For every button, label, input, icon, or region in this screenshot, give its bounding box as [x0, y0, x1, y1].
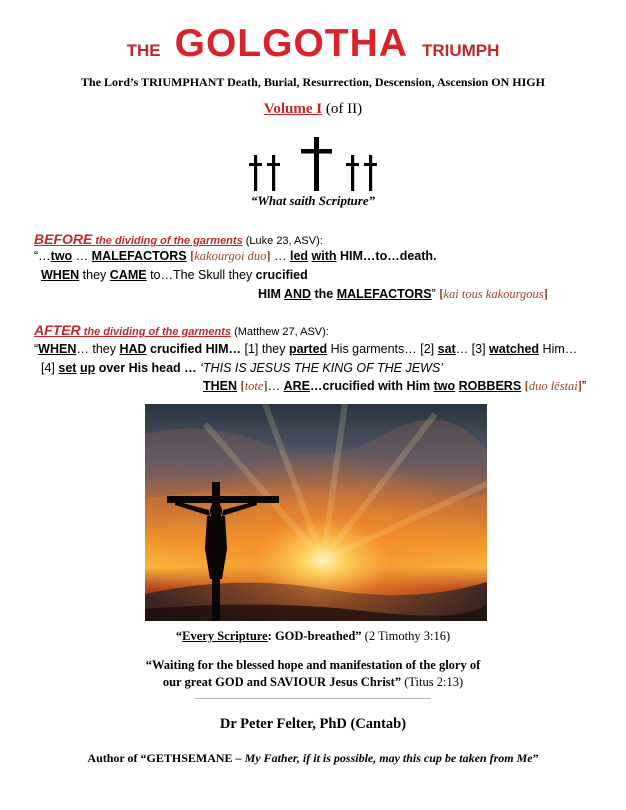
- text-segment: duo lēstai: [528, 379, 578, 393]
- quote1-rest: : GOD-breathed”: [267, 629, 362, 643]
- text-segment: …: [72, 249, 92, 263]
- after-line-2: [41, 361, 443, 375]
- text-segment: [: [190, 249, 195, 263]
- subtitle: The Lord’s TRIUMPHANT Death, Burial, Resurrection, Descension, Ascension ON HIGH: [81, 75, 545, 89]
- text-segment: “…: [34, 249, 51, 263]
- after-lead: AFTER: [34, 322, 81, 338]
- text-segment: His garments… [2]: [327, 342, 438, 356]
- after-line-3: [203, 379, 586, 394]
- text-segment: tote: [244, 379, 264, 393]
- text-segment: two: [433, 379, 456, 393]
- divider: [195, 698, 431, 699]
- after-ref: (Matthew 27, ASV):: [231, 326, 329, 338]
- text-segment: [: [524, 379, 529, 393]
- text-segment: …crucified with Him: [310, 379, 434, 393]
- text-segment: WHEN: [38, 342, 77, 356]
- text-segment: ”: [581, 379, 587, 393]
- text-segment: kai tous kakourgous: [443, 287, 544, 301]
- after-title: the dividing of the garments: [80, 326, 232, 338]
- text-segment: … [3]: [455, 342, 490, 356]
- text-segment: ARE: [283, 379, 310, 393]
- volume-label: Volume I: [263, 101, 323, 117]
- text-segment: up: [79, 361, 96, 375]
- text-segment: HIM…to…death.: [336, 249, 437, 263]
- text-segment: over His head …: [95, 361, 197, 375]
- crosses-icon: [248, 137, 383, 193]
- title-main: GOLGOTHA: [174, 22, 408, 65]
- before-line-2: [41, 268, 308, 282]
- after-heading: [34, 322, 329, 338]
- quote1-emph: Every Scripture: [182, 629, 268, 643]
- text-segment: …: [270, 249, 290, 263]
- author-of: [0, 751, 626, 766]
- text-segment: set: [58, 361, 77, 375]
- title-the: THE: [126, 41, 161, 60]
- text-segment: ]: [543, 287, 548, 301]
- quote2-line-1: “Waiting for the blessed hope and manifestation of the glory of: [145, 658, 481, 672]
- text-segment: ‘THIS IS JESUS THE KING OF THE JEWS’: [200, 361, 443, 375]
- quote1-ref: (2 Timothy 3:16): [361, 629, 451, 643]
- text-segment: ”: [431, 287, 440, 301]
- cross-icon: [249, 155, 262, 191]
- text-segment: [4]: [41, 361, 59, 375]
- author-of-title: My Father, if it is possible, may this cup be taken from Me: [244, 751, 533, 765]
- text-segment: [: [439, 287, 444, 301]
- text-segment: two: [50, 249, 73, 263]
- title-end: TRIUMPH: [421, 41, 500, 60]
- text-segment: watched: [489, 342, 540, 356]
- title: [0, 22, 626, 66]
- text-segment: HAD: [119, 342, 147, 356]
- text-segment: with: [311, 249, 337, 263]
- quote1-open: “: [175, 629, 183, 643]
- quote2-body: our great GOD and SAVIOUR Jesus Christ”: [162, 675, 402, 689]
- cross-icon: [267, 155, 280, 191]
- text-segment: AND: [283, 287, 312, 301]
- text-segment: “: [34, 342, 39, 356]
- text-segment: MALEFACTORS: [91, 249, 187, 263]
- text-segment: Him…: [539, 342, 578, 356]
- volume-line: [0, 101, 626, 118]
- text-segment: WHEN: [41, 268, 80, 282]
- quote2-line-2: [0, 675, 626, 690]
- crosses-caption: “What saith Scripture”: [250, 193, 376, 208]
- author-of-prefix: Author of “GETHSEMANE –: [87, 751, 245, 765]
- author-of-suffix: ”: [532, 751, 539, 765]
- text-segment: crucified HIM…: [146, 342, 242, 356]
- before-line-3: [258, 287, 548, 302]
- text-segment: sat: [437, 342, 456, 356]
- text-segment: [: [240, 379, 245, 393]
- before-heading: [34, 231, 323, 247]
- text-segment: to…The Skull they: [146, 268, 256, 282]
- crucifix-sunset-image: [145, 404, 487, 621]
- text-segment: led: [289, 249, 309, 263]
- before-ref: (Luke 23, ASV):: [242, 235, 323, 247]
- text-segment: [1] they: [241, 342, 289, 356]
- before-line-1: [34, 249, 437, 264]
- after-line-1: [34, 342, 577, 356]
- text-segment: CAME: [109, 268, 147, 282]
- quote-every-scripture: [0, 629, 626, 644]
- text-segment: crucified: [255, 268, 308, 282]
- text-segment: ]: [577, 379, 582, 393]
- text-segment: …: [267, 379, 284, 393]
- text-segment: kakourgoi duo: [194, 249, 267, 263]
- cross-icon: [346, 155, 359, 191]
- cross-icon: [301, 137, 332, 191]
- text-segment: THEN: [203, 379, 238, 393]
- text-segment: MALEFACTORS: [336, 287, 432, 301]
- text-segment: ROBBERS: [458, 379, 522, 393]
- volume-suffix: (of II): [322, 101, 363, 117]
- text-segment: ]: [266, 249, 271, 263]
- text-segment: the: [311, 287, 337, 301]
- text-segment: parted: [288, 342, 328, 356]
- text-segment: ]: [263, 379, 268, 393]
- author-name: Dr Peter Felter, PhD (Cantab): [219, 716, 407, 732]
- text-segment: HIM: [258, 287, 284, 301]
- quote2-ref: (Titus 2:13): [401, 675, 464, 689]
- text-segment: … they: [76, 342, 120, 356]
- cross-icon: [364, 155, 377, 191]
- before-lead: BEFORE: [34, 231, 93, 247]
- before-title: the dividing of the garments: [92, 235, 243, 247]
- text-segment: they: [79, 268, 110, 282]
